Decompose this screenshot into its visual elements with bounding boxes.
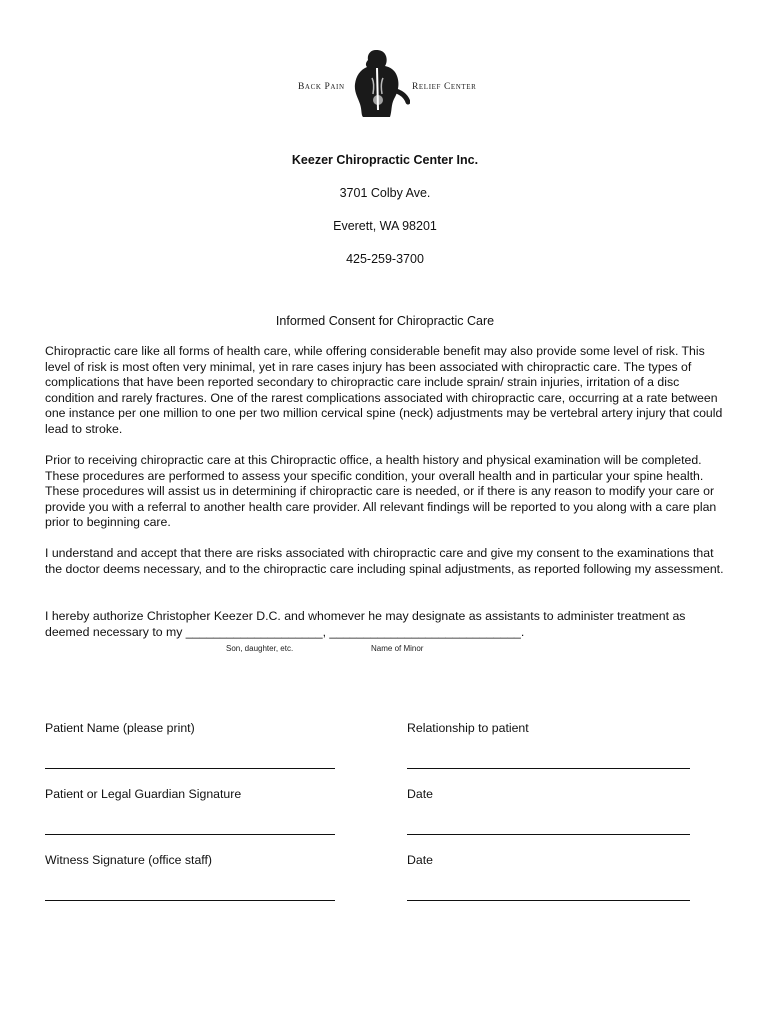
witness-date-label: Date	[407, 853, 433, 867]
paragraph-procedures: Prior to receiving chiropractic care at this Chiropractic office, a health history and physical examination will be completed. These procedures are performed to assess your specific condition, your overall health and in particular your spine health. These procedures will assist us in determining if chiropractic care is needed, or if there is any reason to modify your care or provide you with a referral to another health care provider. All relevant findings will be reported to you along with a care plan prior to beginning care.	[45, 453, 717, 530]
witness-date-line[interactable]	[407, 900, 690, 901]
signature-label: Patient or Legal Guardian Signature	[45, 787, 242, 801]
date-line[interactable]	[407, 834, 690, 835]
clinic-phone: 425-259-3700	[346, 252, 424, 266]
relation-blank-label: Son, daughter, etc.	[226, 644, 294, 653]
clinic-city: Everett, WA 98201	[333, 219, 437, 233]
back-figure-icon	[346, 48, 410, 118]
document-title: Informed Consent for Chiropractic Care	[275, 314, 495, 328]
logo	[296, 48, 476, 120]
relationship-line[interactable]	[407, 768, 690, 769]
date-label: Date	[407, 787, 433, 801]
signature-line[interactable]	[45, 834, 335, 835]
relationship-label: Relationship to patient	[407, 721, 529, 735]
witness-signature-line[interactable]	[45, 900, 335, 901]
clinic-address: 3701 Colby Ave.	[339, 186, 431, 200]
paragraph-authorization: I hereby authorize Christopher Keezer D.C. and whomever he may designate as assistants to administer treatment as deemed necessary to my ____________________, ____________________________.	[45, 609, 686, 639]
patient-name-label: Patient Name (please print)	[45, 721, 195, 735]
logo-right-text: Relief Center	[412, 82, 477, 92]
patient-name-line[interactable]	[45, 768, 335, 769]
paragraph-consent: I understand and accept that there are risks associated with chiropractic care and give my consent to the examinations that the doctor deems necessary, and to the chiropractic care including spinal adjustments, as reported following my assessment.	[45, 546, 724, 576]
clinic-name: Keezer Chiropractic Center Inc.	[291, 153, 479, 167]
paragraph-risks: Chiropractic care like all forms of health care, while offering considerable benefit may also provide some level of risk. This level of risk is most often very minimal, yet in rare cases injury has been associated with chiropractic care. The types of complications that have been reported secondary to chiropractic care include sprain/ strain injuries, irritation of a disc condition and rarely fractures. One of the rarest complications associated with chiropractic care, occurring at a rate between one instance per one million to one per two million cervical spine (neck) adjustments may be vertebral artery injury that could lead to stroke.	[45, 344, 723, 436]
minor-blank-label: Name of Minor	[371, 644, 424, 653]
logo-left-text: Back Pain	[298, 82, 345, 92]
witness-label: Witness Signature (office staff)	[45, 853, 212, 867]
